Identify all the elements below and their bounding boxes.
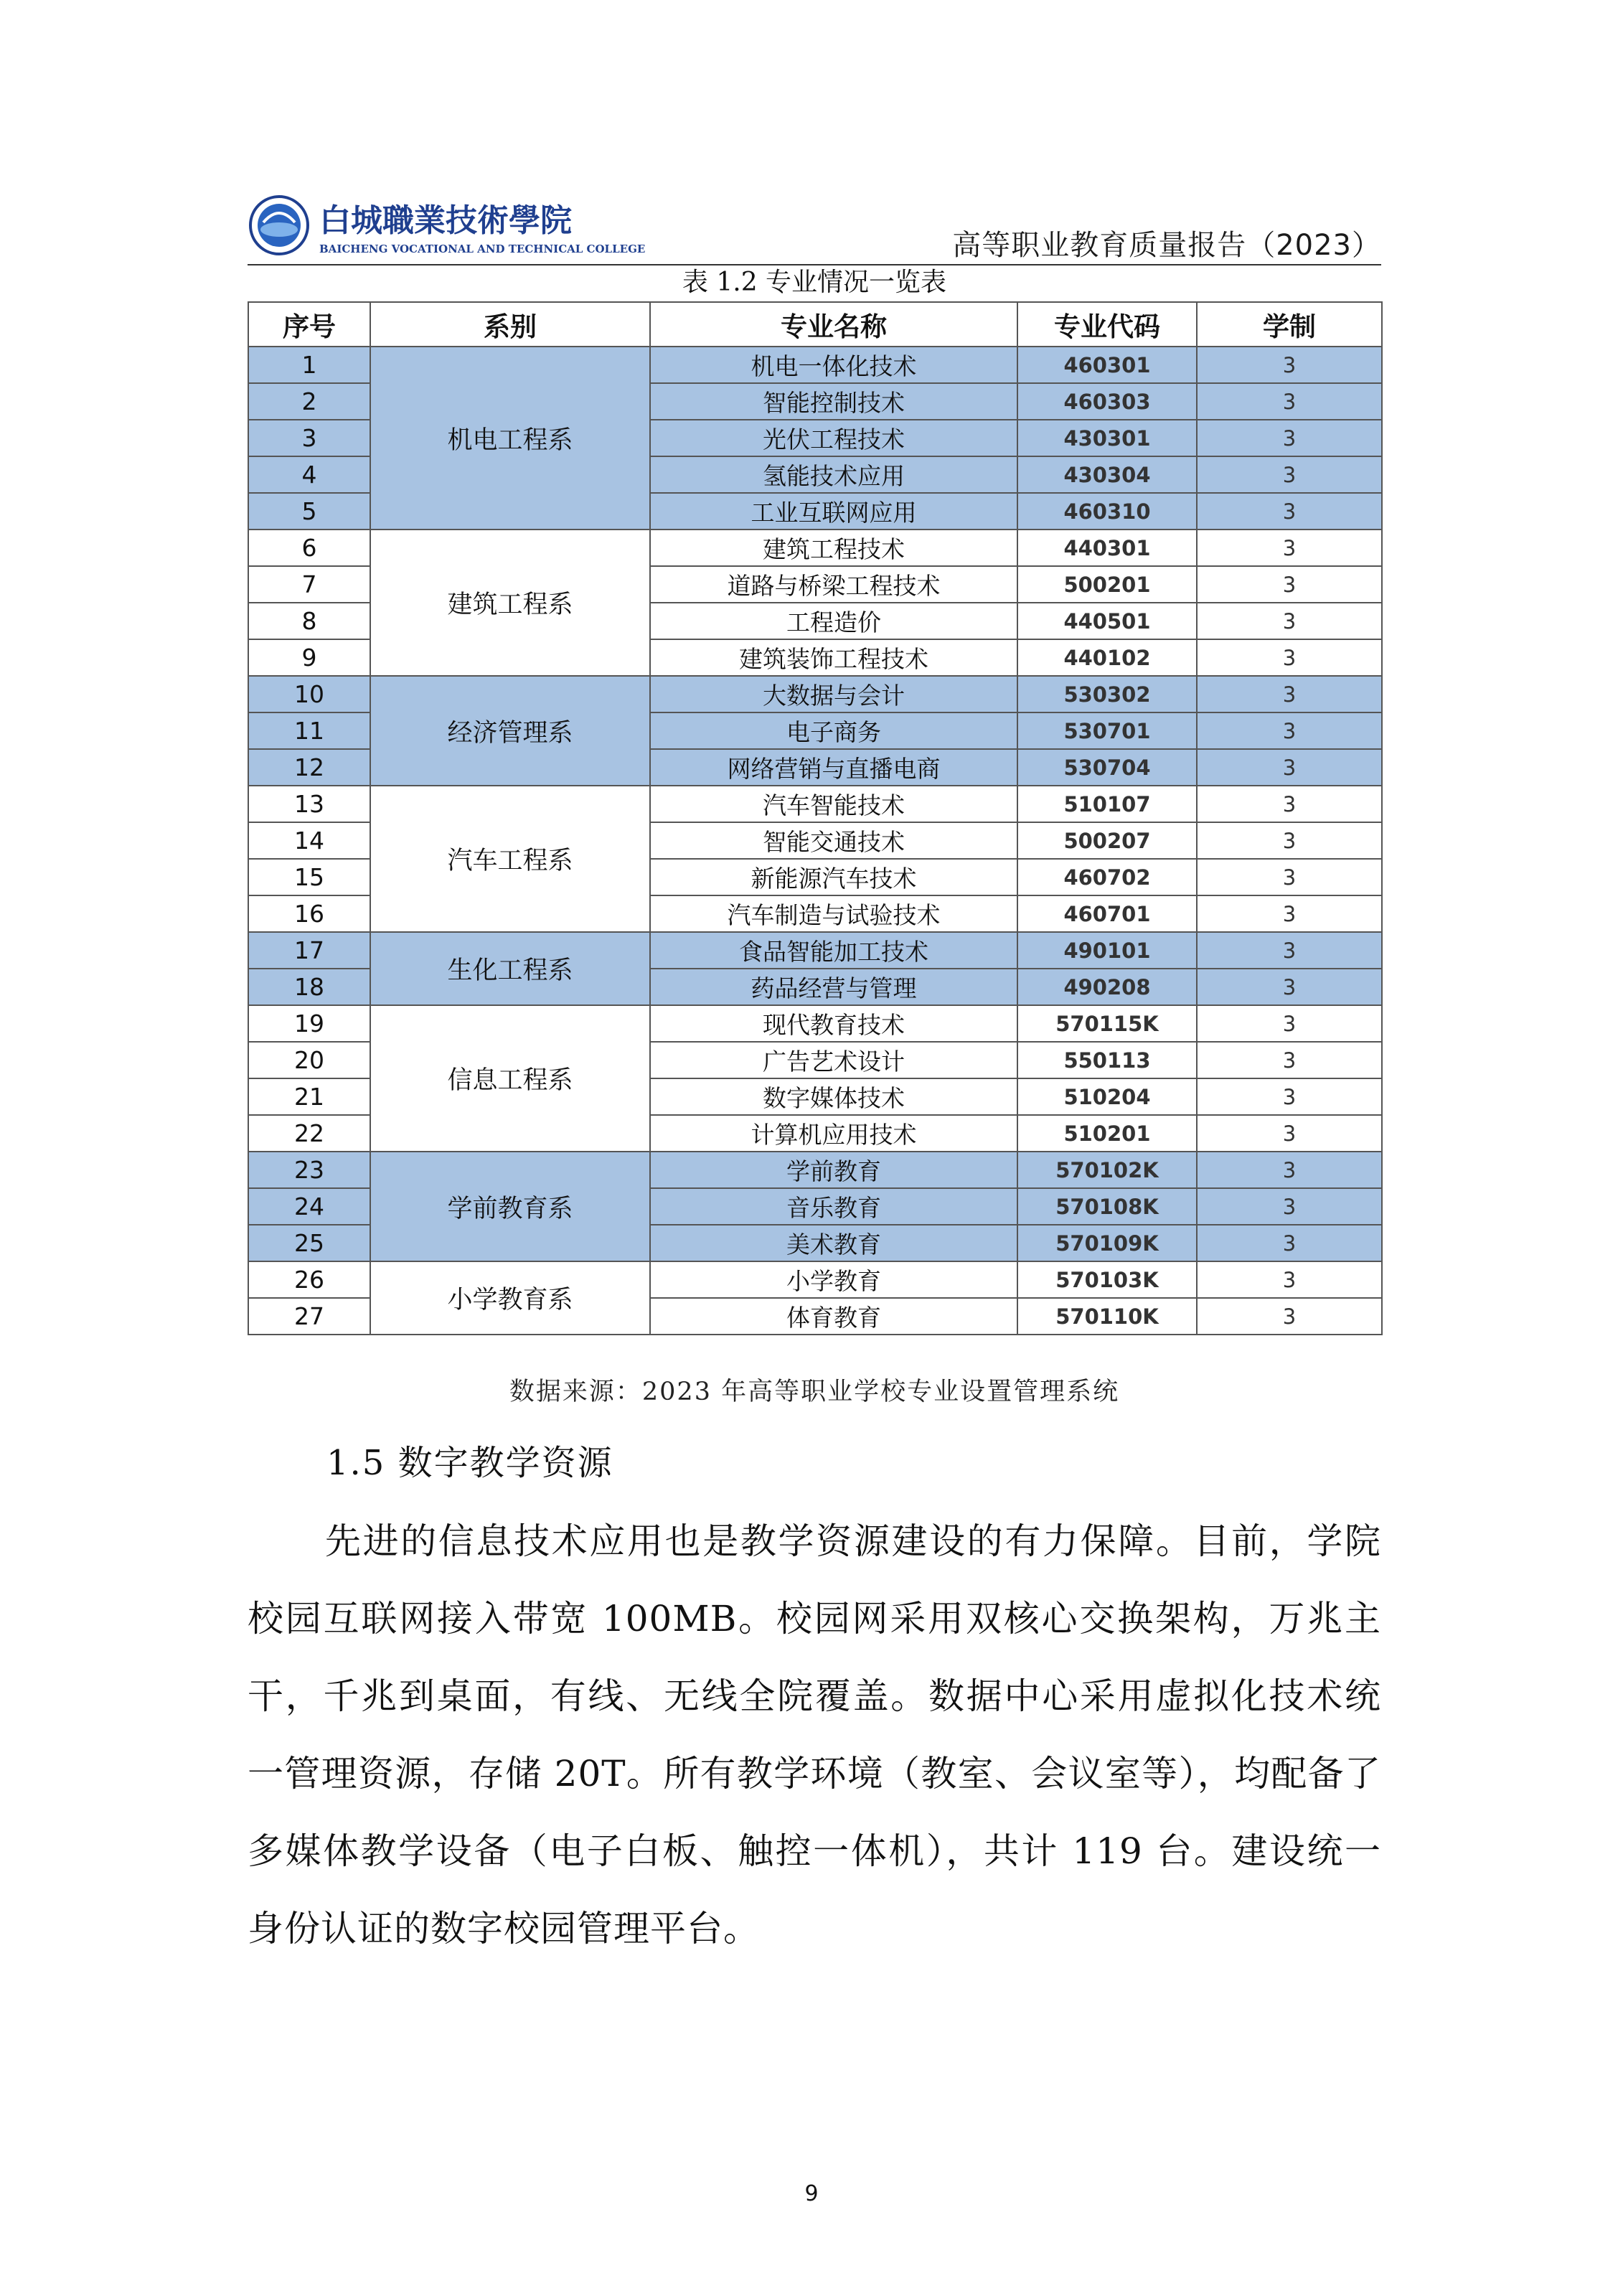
major-code: 570103K [1017, 1261, 1197, 1298]
header-dept: 系别 [370, 302, 650, 347]
row-number: 9 [248, 639, 370, 676]
major-code: 430301 [1017, 420, 1197, 456]
row-number: 2 [248, 383, 370, 420]
section-paragraph: 先进的信息技术应用也是教学资源建设的有力保障。目前，学院校园互联网接入带宽 100MB。校园网采用双核心交换架构，万兆主干，千兆到桌面，有线、无线全院覆盖。数据中心采用虚拟化技术统一管理资源，存储 20T。所有教学环境（教室、会议室等），均配备了多媒体教学设备（电子白板、触控一体机），共计 119 台。建设统一身份认证的数字校园管理平台。 [248, 1520, 1381, 1949]
major-code: 460301 [1017, 347, 1197, 383]
study-years: 3 [1197, 1225, 1382, 1261]
major-name: 智能控制技术 [650, 383, 1017, 420]
page-number: 9 [804, 2181, 819, 2206]
study-years: 3 [1197, 969, 1382, 1005]
row-number: 12 [248, 749, 370, 786]
row-number: 6 [248, 530, 370, 566]
department-name: 学前教育系 [370, 1152, 650, 1261]
major-name: 新能源汽车技术 [650, 859, 1017, 895]
study-years: 3 [1197, 1042, 1382, 1078]
major-name: 药品经营与管理 [650, 969, 1017, 1005]
major-name: 数字媒体技术 [650, 1078, 1017, 1115]
row-number: 24 [248, 1188, 370, 1225]
major-code: 530701 [1017, 712, 1197, 749]
major-code: 460702 [1017, 859, 1197, 895]
table-row [248, 1005, 1382, 1042]
table-row [248, 786, 1382, 822]
major-code: 570108K [1017, 1188, 1197, 1225]
major-name: 小学教育 [650, 1261, 1017, 1298]
row-number: 7 [248, 566, 370, 603]
major-code: 440501 [1017, 603, 1197, 639]
table-row [248, 676, 1382, 712]
major-name: 电子商务 [650, 712, 1017, 749]
table-row [248, 1152, 1382, 1188]
logo-chinese-name: 白城職業技術學院 [319, 202, 572, 239]
study-years: 3 [1197, 566, 1382, 603]
page-header [248, 194, 1381, 265]
study-years: 3 [1197, 676, 1382, 712]
major-code: 510107 [1017, 786, 1197, 822]
row-number: 4 [248, 456, 370, 493]
department-name: 信息工程系 [370, 1005, 650, 1152]
table-header-row [248, 302, 1382, 347]
header-no: 序号 [248, 302, 370, 347]
major-name: 现代教育技术 [650, 1005, 1017, 1042]
study-years: 3 [1197, 786, 1382, 822]
major-code: 490101 [1017, 932, 1197, 969]
study-years: 3 [1197, 1005, 1382, 1042]
major-name: 音乐教育 [650, 1188, 1017, 1225]
study-years: 3 [1197, 749, 1382, 786]
major-name: 广告艺术设计 [650, 1042, 1017, 1078]
row-number: 21 [248, 1078, 370, 1115]
major-name: 大数据与会计 [650, 676, 1017, 712]
row-number: 3 [248, 420, 370, 456]
major-name: 美术教育 [650, 1225, 1017, 1261]
college-logo [248, 194, 646, 260]
major-name: 智能交通技术 [650, 822, 1017, 859]
major-code: 460701 [1017, 895, 1197, 932]
major-code: 460303 [1017, 383, 1197, 420]
study-years: 3 [1197, 895, 1382, 932]
row-number: 18 [248, 969, 370, 1005]
major-name: 网络营销与直播电商 [650, 749, 1017, 786]
study-years: 3 [1197, 1298, 1382, 1335]
major-name: 计算机应用技术 [650, 1115, 1017, 1152]
major-code: 440102 [1017, 639, 1197, 676]
major-code: 430304 [1017, 456, 1197, 493]
row-number: 8 [248, 603, 370, 639]
major-name: 学前教育 [650, 1152, 1017, 1188]
major-code: 570115K [1017, 1005, 1197, 1042]
major-code: 570110K [1017, 1298, 1197, 1335]
header-years: 学制 [1197, 302, 1382, 347]
table-caption: 表 1.2 专业情况一览表 [682, 268, 947, 297]
study-years: 3 [1197, 859, 1382, 895]
major-code: 570109K [1017, 1225, 1197, 1261]
table-body [248, 347, 1382, 1335]
study-years: 3 [1197, 530, 1382, 566]
study-years: 3 [1197, 1188, 1382, 1225]
major-code: 510201 [1017, 1115, 1197, 1152]
row-number: 15 [248, 859, 370, 895]
study-years: 3 [1197, 639, 1382, 676]
row-number: 23 [248, 1152, 370, 1188]
row-number: 13 [248, 786, 370, 822]
row-number: 25 [248, 1225, 370, 1261]
major-name: 机电一体化技术 [650, 347, 1017, 383]
row-number: 27 [248, 1298, 370, 1335]
study-years: 3 [1197, 420, 1382, 456]
major-name: 氢能技术应用 [650, 456, 1017, 493]
major-name: 体育教育 [650, 1298, 1017, 1335]
major-name: 汽车制造与试验技术 [650, 895, 1017, 932]
study-years: 3 [1197, 603, 1382, 639]
row-number: 5 [248, 493, 370, 530]
row-number: 17 [248, 932, 370, 969]
major-code: 500201 [1017, 566, 1197, 603]
study-years: 3 [1197, 493, 1382, 530]
row-number: 14 [248, 822, 370, 859]
major-name: 工业互联网应用 [650, 493, 1017, 530]
major-code: 490208 [1017, 969, 1197, 1005]
major-code: 440301 [1017, 530, 1197, 566]
department-name: 汽车工程系 [370, 786, 650, 932]
header-code: 专业代码 [1017, 302, 1197, 347]
study-years: 3 [1197, 347, 1382, 383]
row-number: 22 [248, 1115, 370, 1152]
study-years: 3 [1197, 1078, 1382, 1115]
row-number: 26 [248, 1261, 370, 1298]
major-name: 道路与桥梁工程技术 [650, 566, 1017, 603]
row-number: 16 [248, 895, 370, 932]
major-code: 460310 [1017, 493, 1197, 530]
row-number: 19 [248, 1005, 370, 1042]
report-title: 高等职业教育质量报告（2023） [952, 229, 1381, 262]
major-code: 570102K [1017, 1152, 1197, 1188]
study-years: 3 [1197, 383, 1382, 420]
logo-english-name: BAICHENG VOCATIONAL AND TECHNICAL COLLEGE [319, 243, 646, 255]
major-code: 510204 [1017, 1078, 1197, 1115]
study-years: 3 [1197, 932, 1382, 969]
row-number: 20 [248, 1042, 370, 1078]
department-name: 建筑工程系 [370, 530, 650, 676]
study-years: 3 [1197, 712, 1382, 749]
row-number: 1 [248, 347, 370, 383]
major-code: 530704 [1017, 749, 1197, 786]
major-code: 530302 [1017, 676, 1197, 712]
table-row [248, 530, 1382, 566]
department-name: 生化工程系 [370, 932, 650, 1005]
section-heading: 1.5 数字教学资源 [326, 1443, 613, 1483]
major-name: 光伏工程技术 [650, 420, 1017, 456]
header-major: 专业名称 [650, 302, 1017, 347]
row-number: 10 [248, 676, 370, 712]
data-source-note: 数据来源：2023 年高等职业学校专业设置管理系统 [509, 1378, 1120, 1406]
major-code: 500207 [1017, 822, 1197, 859]
table-row [248, 932, 1382, 969]
major-name: 建筑工程技术 [650, 530, 1017, 566]
majors-table [248, 301, 1383, 1335]
department-name: 小学教育系 [370, 1261, 650, 1335]
table-row [248, 1261, 1382, 1298]
table-row [248, 347, 1382, 383]
department-name: 经济管理系 [370, 676, 650, 786]
study-years: 3 [1197, 822, 1382, 859]
major-name: 食品智能加工技术 [650, 932, 1017, 969]
major-code: 550113 [1017, 1042, 1197, 1078]
study-years: 3 [1197, 456, 1382, 493]
major-name: 汽车智能技术 [650, 786, 1017, 822]
department-name: 机电工程系 [370, 347, 650, 530]
major-name: 建筑装饰工程技术 [650, 639, 1017, 676]
major-name: 工程造价 [650, 603, 1017, 639]
row-number: 11 [248, 712, 370, 749]
study-years: 3 [1197, 1261, 1382, 1298]
study-years: 3 [1197, 1152, 1382, 1188]
study-years: 3 [1197, 1115, 1382, 1152]
